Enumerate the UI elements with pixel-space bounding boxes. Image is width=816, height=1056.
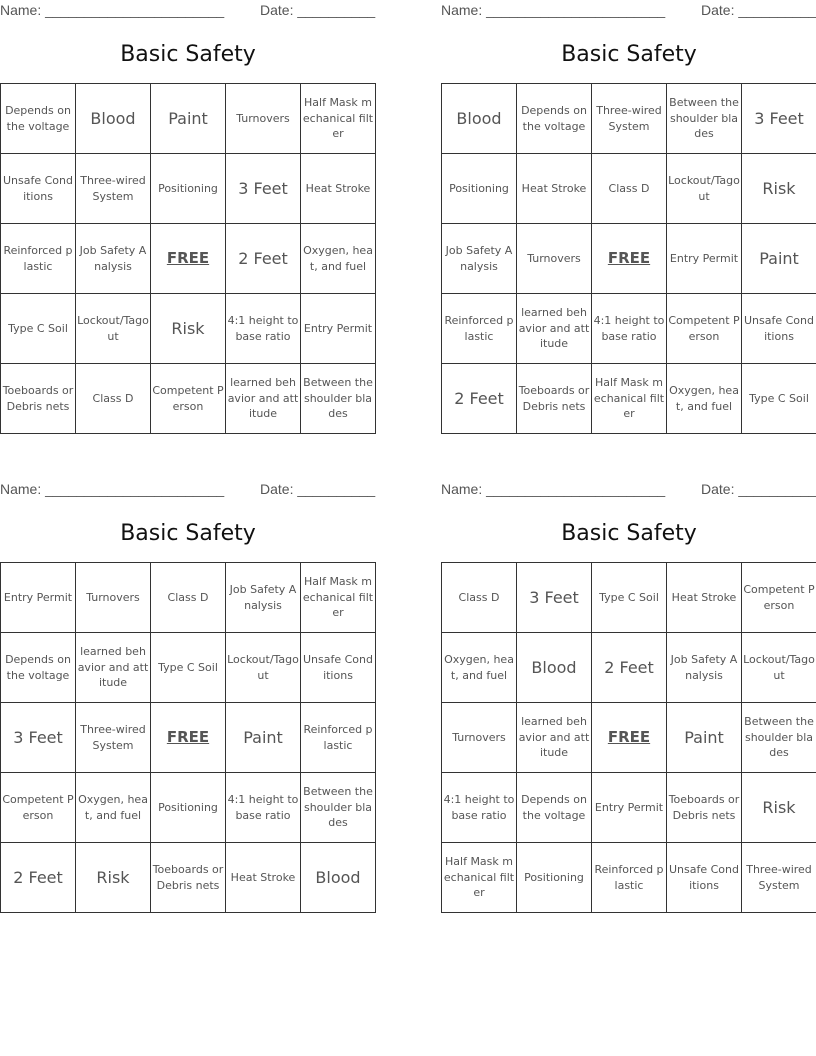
bingo-cell: Reinforced plastic <box>592 843 667 913</box>
bingo-cell: Blood <box>517 633 592 703</box>
bingo-cell: Reinforced plastic <box>1 224 76 294</box>
bingo-cell: Job Safety Analysis <box>667 633 742 703</box>
grid-row <box>1 84 376 154</box>
grid-row <box>442 563 816 633</box>
bingo-card-1 <box>0 0 376 432</box>
bingo-cell: Lockout/Tagout <box>742 633 816 703</box>
bingo-cell: Positioning <box>151 773 226 843</box>
bingo-cell: Risk <box>151 294 226 364</box>
grid-row <box>1 294 376 364</box>
bingo-card-4 <box>441 479 816 911</box>
bingo-cell: Blood <box>76 84 151 154</box>
bingo-cell: Lockout/Tagout <box>226 633 301 703</box>
card-title: Basic Safety <box>561 521 697 546</box>
bingo-cell: Unsafe Conditions <box>667 843 742 913</box>
card-title: Basic Safety <box>120 42 256 67</box>
name-date-line <box>441 481 816 499</box>
bingo-cell: Type C Soil <box>742 364 816 434</box>
bingo-card-2 <box>441 0 816 432</box>
date-label: Date: __________ <box>260 2 376 18</box>
bingo-cell: Heat Stroke <box>667 563 742 633</box>
bingo-cell: Competent Person <box>667 294 742 364</box>
date-label: Date: __________ <box>701 481 816 497</box>
bingo-cell: Three-wired System <box>742 843 816 913</box>
bingo-cell: 2 Feet <box>1 843 76 913</box>
bingo-cell: Unsafe Conditions <box>1 154 76 224</box>
date-label: Date: __________ <box>701 2 816 18</box>
bingo-cell: Type C Soil <box>1 294 76 364</box>
grid-row <box>442 843 816 913</box>
bingo-cell: 3 Feet <box>517 563 592 633</box>
bingo-cell: Toeboards or Debris nets <box>151 843 226 913</box>
bingo-cell: Three-wired System <box>592 84 667 154</box>
bingo-cell: Class D <box>442 563 517 633</box>
free-space: FREE <box>592 224 667 294</box>
name-date-line <box>0 481 376 499</box>
bingo-cell: Risk <box>76 843 151 913</box>
grid-row <box>442 84 816 154</box>
bingo-cell: Unsafe Conditions <box>301 633 376 703</box>
name-label: Name: _______________________ <box>441 2 666 18</box>
bingo-cell: Heat Stroke <box>226 843 301 913</box>
date-label: Date: __________ <box>260 481 376 497</box>
bingo-grid <box>0 83 376 434</box>
bingo-cell: Job Safety Analysis <box>76 224 151 294</box>
bingo-cell: 3 Feet <box>226 154 301 224</box>
bingo-cell: 2 Feet <box>226 224 301 294</box>
bingo-grid <box>441 83 816 434</box>
bingo-cell: Job Safety Analysis <box>442 224 517 294</box>
name-date-line <box>0 2 376 20</box>
bingo-cell: Depends on the voltage <box>1 84 76 154</box>
grid-row <box>1 563 376 633</box>
bingo-cell: Turnovers <box>442 703 517 773</box>
bingo-cell: Heat Stroke <box>517 154 592 224</box>
bingo-cell: Job Safety Analysis <box>226 563 301 633</box>
free-space: FREE <box>151 224 226 294</box>
bingo-cell: learned behavior and attitude <box>226 364 301 434</box>
bingo-cell: Heat Stroke <box>301 154 376 224</box>
bingo-cell: Reinforced plastic <box>301 703 376 773</box>
bingo-cell: Class D <box>76 364 151 434</box>
bingo-cell: Unsafe Conditions <box>742 294 816 364</box>
bingo-cell: Depends on the voltage <box>1 633 76 703</box>
bingo-grid <box>0 562 376 913</box>
bingo-cell: learned behavior and attitude <box>517 703 592 773</box>
grid-row <box>442 154 816 224</box>
bingo-cell: 4:1 height to base ratio <box>226 773 301 843</box>
bingo-cell: Half Mask mechanical filter <box>592 364 667 434</box>
bingo-cell: 4:1 height to base ratio <box>592 294 667 364</box>
bingo-cell: Turnovers <box>517 224 592 294</box>
name-label: Name: _______________________ <box>441 481 666 497</box>
free-space: FREE <box>151 703 226 773</box>
bingo-cell: Paint <box>667 703 742 773</box>
grid-row <box>1 633 376 703</box>
bingo-cell: Reinforced plastic <box>442 294 517 364</box>
bingo-cell: Paint <box>742 224 816 294</box>
bingo-cell: Toeboards or Debris nets <box>517 364 592 434</box>
grid-row <box>1 364 376 434</box>
bingo-cell: Positioning <box>442 154 517 224</box>
bingo-cell: Oxygen, heat, and fuel <box>667 364 742 434</box>
bingo-cell: Oxygen, heat, and fuel <box>76 773 151 843</box>
bingo-cell: Oxygen, heat, and fuel <box>301 224 376 294</box>
bingo-cell: Blood <box>442 84 517 154</box>
bingo-cell: Risk <box>742 773 816 843</box>
grid-row <box>1 773 376 843</box>
bingo-cell: Lockout/Tagout <box>667 154 742 224</box>
bingo-cell: Lockout/Tagout <box>76 294 151 364</box>
bingo-cell: Paint <box>151 84 226 154</box>
bingo-cell: Turnovers <box>76 563 151 633</box>
bingo-card-3 <box>0 479 376 911</box>
bingo-cell: Entry Permit <box>1 563 76 633</box>
bingo-cell: 3 Feet <box>742 84 816 154</box>
grid-row <box>442 364 816 434</box>
grid-row <box>1 154 376 224</box>
bingo-cell: Toeboards or Debris nets <box>1 364 76 434</box>
grid-row <box>442 703 816 773</box>
grid-row <box>442 224 816 294</box>
name-label: Name: _______________________ <box>0 2 225 18</box>
bingo-cell: 2 Feet <box>442 364 517 434</box>
grid-row <box>442 773 816 843</box>
bingo-cell: Type C Soil <box>151 633 226 703</box>
bingo-cell: 3 Feet <box>1 703 76 773</box>
bingo-cell: Risk <box>742 154 816 224</box>
bingo-cell: Competent Person <box>151 364 226 434</box>
bingo-cell: Competent Person <box>1 773 76 843</box>
bingo-cell: Between the shoulder blades <box>667 84 742 154</box>
free-space: FREE <box>592 703 667 773</box>
grid-row <box>1 703 376 773</box>
bingo-cell: Between the shoulder blades <box>301 364 376 434</box>
bingo-cell: 4:1 height to base ratio <box>226 294 301 364</box>
card-title: Basic Safety <box>120 521 256 546</box>
bingo-cell: Oxygen, heat, and fuel <box>442 633 517 703</box>
bingo-cell: Between the shoulder blades <box>301 773 376 843</box>
bingo-cell: Half Mask mechanical filter <box>301 84 376 154</box>
name-date-line <box>441 2 816 20</box>
bingo-cell: 4:1 height to base ratio <box>442 773 517 843</box>
bingo-cell: Depends on the voltage <box>517 84 592 154</box>
bingo-cell: Positioning <box>151 154 226 224</box>
bingo-cell: Toeboards or Debris nets <box>667 773 742 843</box>
bingo-cell: learned behavior and attitude <box>76 633 151 703</box>
bingo-cell: Half Mask mechanical filter <box>301 563 376 633</box>
bingo-cell: Paint <box>226 703 301 773</box>
bingo-cell: Three-wired System <box>76 703 151 773</box>
bingo-cell: Entry Permit <box>667 224 742 294</box>
bingo-grid <box>441 562 816 913</box>
bingo-cell: Half Mask mechanical filter <box>442 843 517 913</box>
grid-row <box>442 294 816 364</box>
bingo-cell: Competent Person <box>742 563 816 633</box>
bingo-cell: Type C Soil <box>592 563 667 633</box>
bingo-cell: Entry Permit <box>592 773 667 843</box>
bingo-cell: Entry Permit <box>301 294 376 364</box>
bingo-cell: learned behavior and attitude <box>517 294 592 364</box>
grid-row <box>442 633 816 703</box>
bingo-cell: 2 Feet <box>592 633 667 703</box>
bingo-cell: Blood <box>301 843 376 913</box>
grid-row <box>1 843 376 913</box>
bingo-cell: Depends on the voltage <box>517 773 592 843</box>
bingo-cell: Class D <box>592 154 667 224</box>
bingo-cell: Class D <box>151 563 226 633</box>
name-label: Name: _______________________ <box>0 481 225 497</box>
bingo-cell: Three-wired System <box>76 154 151 224</box>
card-title: Basic Safety <box>561 42 697 67</box>
bingo-cell: Between the shoulder blades <box>742 703 816 773</box>
bingo-cell: Turnovers <box>226 84 301 154</box>
grid-row <box>1 224 376 294</box>
bingo-cell: Positioning <box>517 843 592 913</box>
